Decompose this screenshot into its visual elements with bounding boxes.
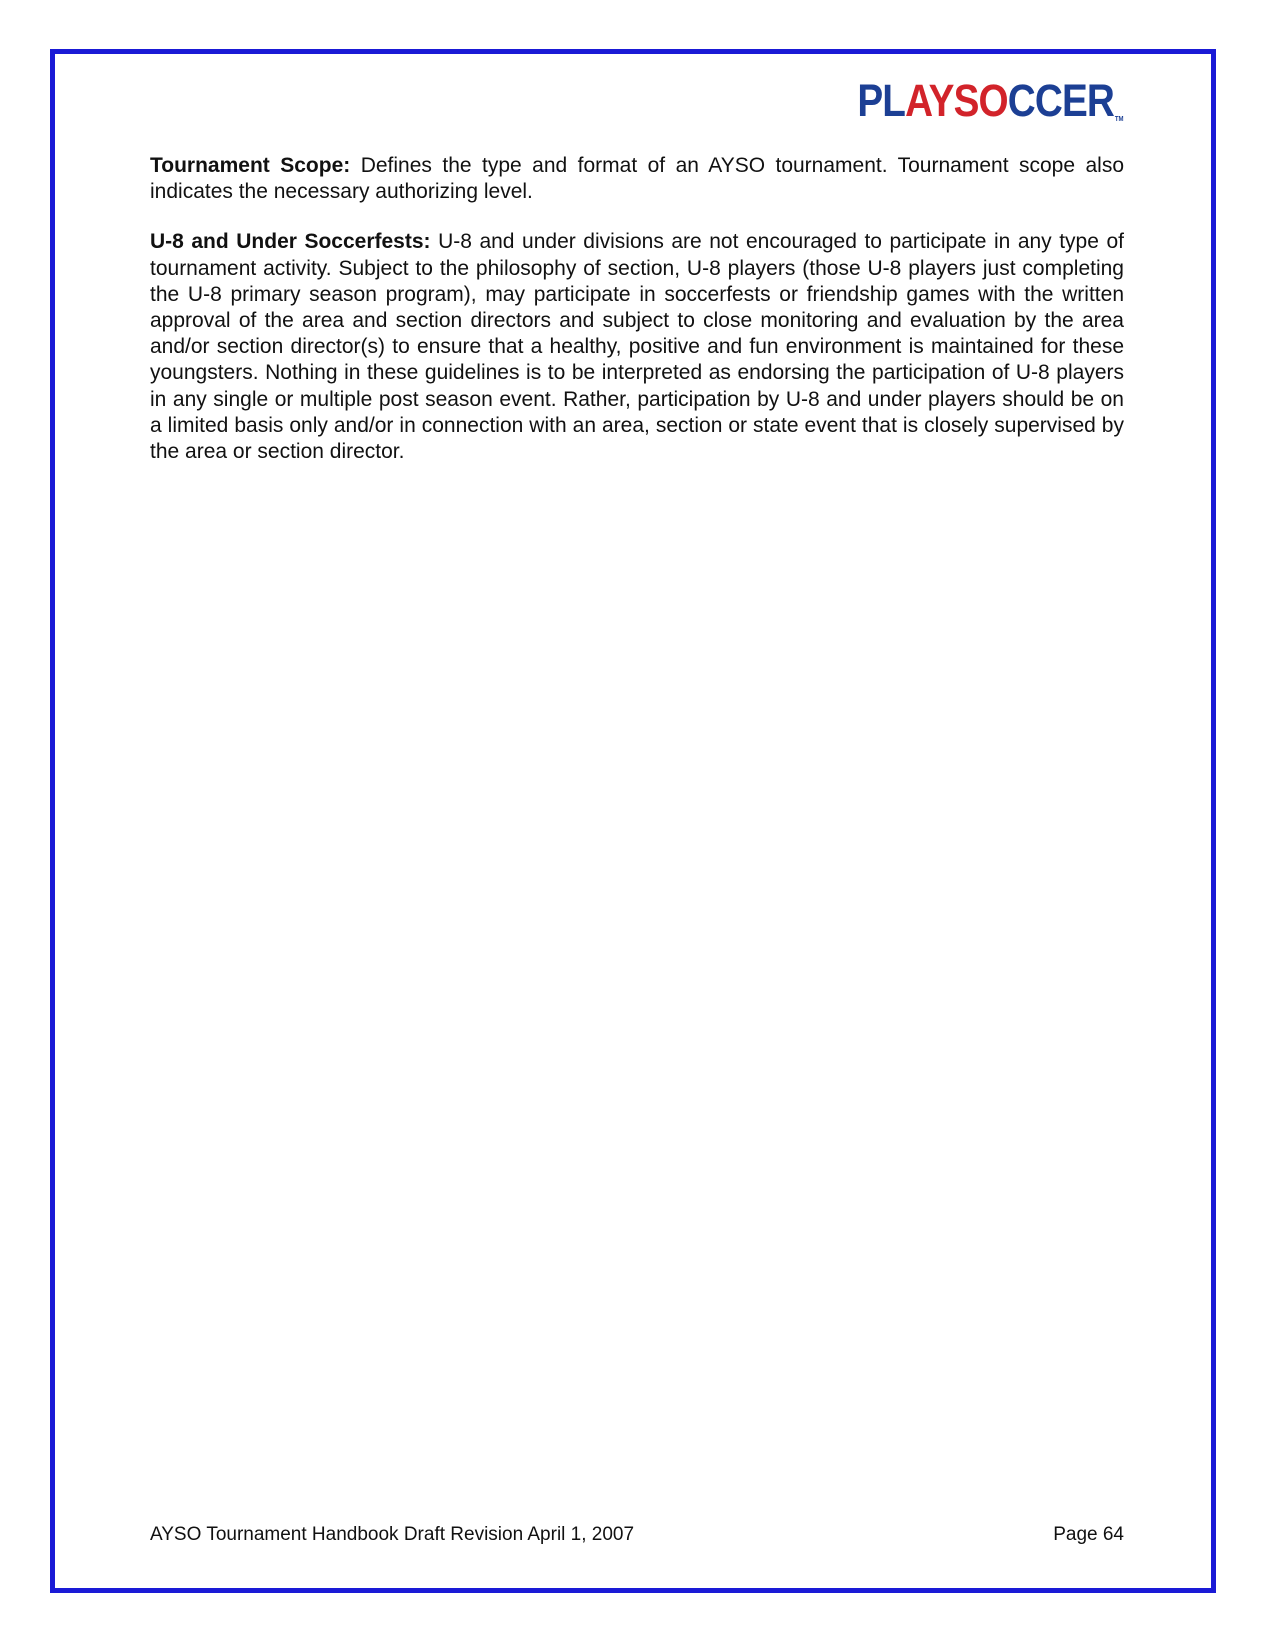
logo-part-3: CCER (1008, 75, 1115, 126)
footer-document-title: AYSO Tournament Handbook Draft Revision April 1, 2007 (150, 1524, 635, 1545)
definition-u8-soccerfests: U-8 and under divisions are not encouraged to participate in any type of tournament activity. Subject to the philosophy of section, U-8 players (those U-8 players just completing the U-8 primary season program), may participate in soccerfests or friendship games with the written approval of the area and section directors and subject to close monitoring and evaluation by the area and/or section director(s) to ensure that a healthy, positive and fun environment is maintained for these youngsters. Nothing in these guidelines is to be interpreted as endorsing the participation of U-8 players in any single or multiple post season event. Rather, participation by U-8 and under players should be on a limited basis only and/or in connection with an area, section or state event that is closely supervised by the area or section director. (150, 230, 1124, 464)
logo-trademark: TM (1115, 116, 1124, 123)
paragraph-u8-soccerfests (150, 229, 1124, 465)
playsoccer-logo (857, 75, 1124, 126)
term-u8-soccerfests: U-8 and Under Soccerfests: (150, 230, 431, 254)
page-footer (150, 1524, 1124, 1546)
logo-part-2: AYSO (905, 75, 1009, 126)
footer-page-number: Page 64 (1053, 1524, 1124, 1545)
paragraph-tournament-scope (150, 153, 1124, 205)
term-tournament-scope: Tournament Scope: (150, 154, 351, 177)
definition-tournament-scope: Defines the type and format of an AYSO tournament. Tournament scope also indicates the necessary authorizing level. (150, 154, 1124, 204)
logo-part-1: PL (857, 75, 906, 126)
document-body (150, 153, 1124, 489)
